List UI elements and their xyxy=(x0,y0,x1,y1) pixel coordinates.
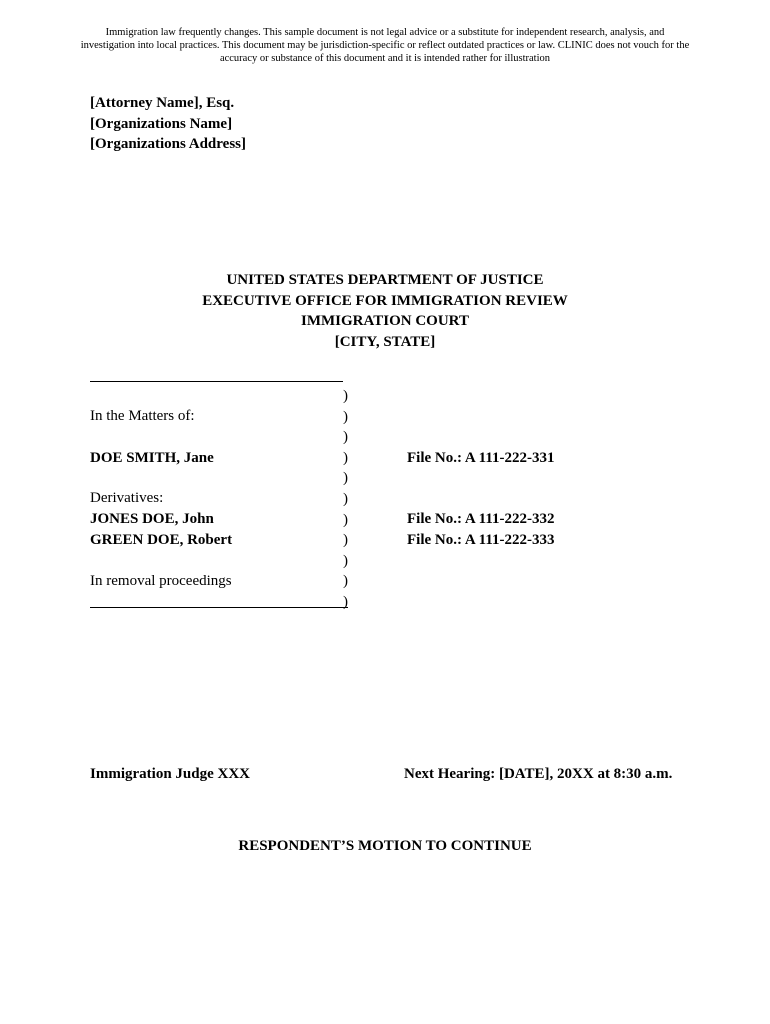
caption-parentheses xyxy=(343,386,348,613)
caption-paren: ) xyxy=(343,449,348,466)
disclaimer-notice: Immigration law frequently changes. This sample document is not legal advice or a substitute for independent research, analysis, and investigation into local practices. This document may be jurisdiction-specific or reflect outdated practices or law. CLINIC does not vouch for the accuracy or substance of this document and it is intended rather for illustration xyxy=(80,27,690,64)
matters-label: In the Matters of: xyxy=(90,408,195,424)
caption-paren: ) xyxy=(343,490,348,507)
respondent-file-number: File No.: A 111-222-331 xyxy=(407,450,555,466)
caption-bottom-rule xyxy=(90,607,348,608)
caption-paren: ) xyxy=(343,532,348,549)
respondent-name: DOE SMITH, Jane xyxy=(90,450,214,466)
caption-paren: ) xyxy=(343,573,348,590)
caption-paren: ) xyxy=(343,552,348,569)
court-header-court: IMMIGRATION COURT xyxy=(301,313,469,329)
caption-paren: ) xyxy=(343,593,348,610)
next-hearing: Next Hearing: [DATE], 20XX at 8:30 a.m. xyxy=(404,766,673,782)
caption-top-rule xyxy=(90,381,343,382)
caption-paren: ) xyxy=(343,429,348,446)
caption-paren: ) xyxy=(343,511,348,528)
derivatives-label: Derivatives: xyxy=(90,490,164,506)
derivative-name-1: JONES DOE, John xyxy=(90,511,214,527)
derivative-name-2: GREEN DOE, Robert xyxy=(90,532,233,548)
attorney-name: [Attorney Name], Esq. xyxy=(90,95,235,111)
attorney-block xyxy=(90,93,246,155)
court-header-location: [CITY, STATE] xyxy=(334,333,436,350)
immigration-judge: Immigration Judge XXX xyxy=(90,766,250,782)
motion-title: RESPONDENT’S MOTION TO CONTINUE xyxy=(238,838,532,854)
court-header-office: EXECUTIVE OFFICE FOR IMMIGRATION REVIEW xyxy=(202,292,568,309)
derivative-file-number-2: File No.: A 111-222-333 xyxy=(407,532,555,548)
caption-paren: ) xyxy=(343,408,348,425)
derivative-file-number-1: File No.: A 111-222-332 xyxy=(407,511,555,527)
organization-name: [Organizations Name] xyxy=(90,115,233,132)
organization-address: [Organizations Address] xyxy=(90,136,246,152)
caption-paren: ) xyxy=(343,470,348,487)
proceedings-label: In removal proceedings xyxy=(90,573,232,589)
court-header xyxy=(0,270,770,352)
caption-paren: ) xyxy=(343,388,348,404)
court-header-department: UNITED STATES DEPARTMENT OF JUSTICE xyxy=(226,272,544,288)
